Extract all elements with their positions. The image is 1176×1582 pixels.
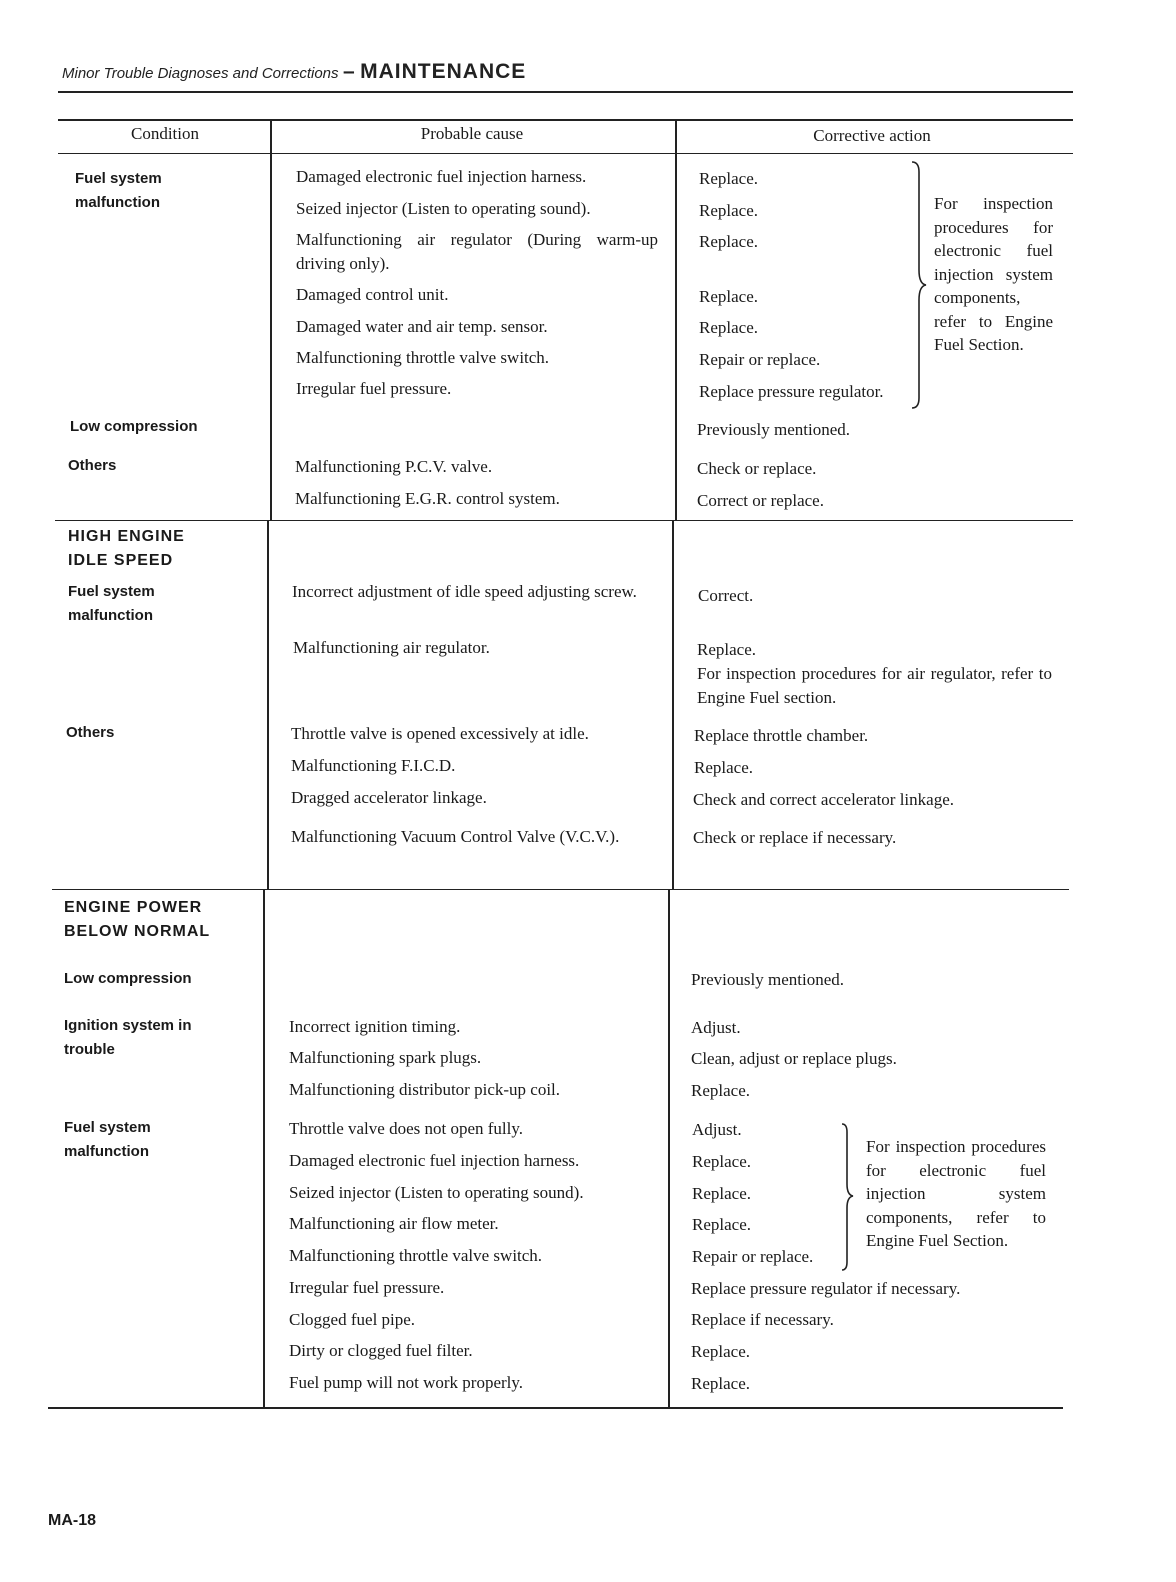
action-row: Correct. — [698, 586, 754, 605]
action-row: Replace. — [699, 287, 758, 306]
page-number: MA-18 — [48, 1512, 97, 1529]
action-row: Replace. — [699, 169, 758, 188]
action-row: Replace. — [691, 1374, 750, 1393]
action-row: Replace. — [694, 758, 753, 777]
action-row: Adjust. — [691, 1018, 741, 1037]
cause-row: Damaged electronic fuel injection harness. — [296, 167, 587, 186]
brace-icon — [840, 1122, 858, 1272]
column-header-cause: Probable cause — [420, 124, 524, 143]
header-title: MAINTENANCE — [360, 60, 527, 83]
cause-row: Irregular fuel pressure. — [289, 1278, 445, 1297]
section1-bottom-rule — [55, 520, 1073, 521]
inspection-note: For inspection procedures for electronic fuel injection system components, refer to Engine Fuel Section. — [934, 194, 1053, 354]
action-row: Replace. — [699, 318, 758, 337]
cause-row: Clogged fuel pipe. — [289, 1310, 416, 1329]
section2-bottom-rule — [52, 889, 1069, 890]
cause-row: Throttle valve is opened excessively at idle. — [291, 724, 589, 743]
inspection-note: For inspection procedures for electronic fuel injection system components, refer to Engine Fuel Section. — [866, 1137, 1046, 1250]
cause-row: Seized injector (Listen to operating sound). — [289, 1183, 584, 1202]
action-row: Repair or replace. — [692, 1247, 814, 1266]
cause-row: Dirty or clogged fuel filter. — [289, 1341, 473, 1360]
column-divider-1c — [263, 890, 265, 1408]
action-row: Repair or replace. — [699, 350, 821, 369]
action-row: Replace. — [699, 232, 758, 251]
cause-row: Malfunctioning throttle valve switch. — [296, 348, 550, 367]
action-row: Replace. — [692, 1184, 751, 1203]
cause-row: Malfunctioning air flow meter. — [289, 1214, 499, 1233]
condition-ignition-system: Ignition system in trouble — [64, 1017, 192, 1058]
header-section: Minor Trouble Diagnoses and Corrections — [62, 65, 339, 82]
action-row: Replace. — [697, 640, 756, 659]
cause-row: Malfunctioning spark plugs. — [289, 1048, 482, 1067]
cause-row: Malfunctioning air regulator. — [293, 638, 490, 657]
cause-row: Dragged accelerator linkage. — [291, 788, 487, 807]
condition-others: Others — [66, 724, 115, 741]
column-divider-2b — [672, 521, 674, 890]
cause-row: Damaged electronic fuel injection harness. — [289, 1151, 580, 1170]
cause-row: Incorrect adjustment of idle speed adjusting screw. — [292, 582, 637, 601]
action-row: Replace. — [692, 1215, 751, 1234]
cause-row: Irregular fuel pressure. — [296, 379, 452, 398]
table-bottom-rule — [48, 1407, 1063, 1409]
action-row: Check or replace. — [697, 459, 817, 478]
table-top-rule — [58, 119, 1073, 121]
condition-fuel-system: Fuel system malfunction — [64, 1119, 151, 1160]
cause-row: Malfunctioning air regulator (During warm-up driving only). — [296, 230, 658, 273]
action-row: Adjust. — [692, 1120, 742, 1139]
cause-row: Incorrect ignition timing. — [289, 1017, 461, 1036]
header-separator: – — [342, 60, 356, 83]
action-row: Check or replace if necessary. — [693, 828, 897, 847]
cause-row: Throttle valve does not open fully. — [289, 1119, 524, 1138]
cause-row: Malfunctioning P.C.V. valve. — [295, 457, 493, 476]
section-title-high-idle: HIGH ENGINE IDLE SPEED — [68, 528, 185, 569]
condition-fuel-system: Fuel system malfunction — [68, 583, 155, 624]
action-row: Replace if necessary. — [691, 1310, 834, 1329]
action-row: Replace pressure regulator if necessary. — [691, 1279, 961, 1298]
cause-row: Damaged water and air temp. sensor. — [296, 317, 548, 336]
column-divider-2 — [675, 119, 677, 521]
column-divider-1b — [267, 521, 269, 890]
action-row: Clean, adjust or replace plugs. — [691, 1049, 897, 1068]
action-row: Replace. — [691, 1342, 750, 1361]
cause-row: Fuel pump will not work properly. — [289, 1373, 524, 1392]
cause-row: Malfunctioning Vacuum Control Valve (V.C.V.). — [291, 827, 620, 846]
cause-row: Damaged control unit. — [296, 285, 449, 304]
action-row: Replace pressure regulator. — [699, 382, 884, 401]
action-row: Replace. — [699, 201, 758, 220]
cause-row: Malfunctioning distributor pick-up coil. — [289, 1080, 561, 1099]
condition-fuel-system: Fuel system malfunction — [75, 170, 162, 211]
action-row: Check and correct accelerator linkage. — [693, 790, 954, 809]
column-header-condition: Condition — [130, 124, 199, 143]
column-divider-1 — [270, 119, 272, 521]
cause-row: Malfunctioning throttle valve switch. — [289, 1246, 543, 1265]
column-divider-2c — [668, 890, 670, 1408]
condition-others: Others — [68, 457, 117, 474]
cause-row: Malfunctioning F.I.C.D. — [291, 756, 456, 775]
action-row: Previously mentioned. — [691, 970, 844, 989]
section-title-power-below-normal: ENGINE POWER BELOW NORMAL — [64, 899, 211, 940]
column-header-rule — [58, 153, 1073, 154]
action-row: Replace throttle chamber. — [694, 726, 869, 745]
cause-row: Malfunctioning E.G.R. control system. — [295, 489, 560, 508]
brace-icon — [910, 160, 932, 410]
action-row: Correct or replace. — [697, 491, 824, 510]
action-row: Replace. — [692, 1152, 751, 1171]
condition-low-compression: Low compression — [70, 418, 198, 435]
action-row: For inspection procedures for air regulator, refer to Engine Fuel section. — [697, 664, 1052, 707]
cause-row: Seized injector (Listen to operating sound). — [296, 199, 591, 218]
header-rule — [58, 91, 1073, 93]
condition-low-compression: Low compression — [64, 970, 192, 987]
column-header-action: Corrective action — [813, 126, 931, 145]
action-row: Replace. — [691, 1081, 750, 1100]
action-row: Previously mentioned. — [697, 420, 850, 439]
page-header — [62, 60, 526, 84]
